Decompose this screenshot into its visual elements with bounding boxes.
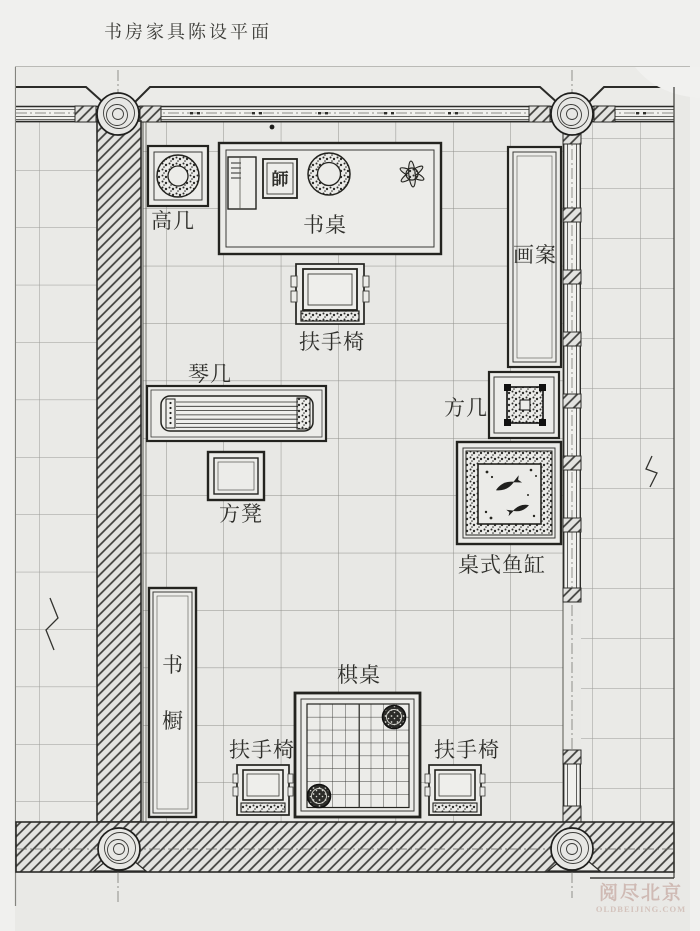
reference-dot	[270, 125, 275, 130]
desk-seal	[263, 159, 297, 198]
label-square-stool: 方凳	[219, 502, 263, 526]
desk-seal-glyph: 師	[271, 170, 289, 189]
bookcase	[149, 588, 196, 817]
armchair-top	[291, 264, 369, 324]
label-bookcase-char1: 书	[162, 653, 184, 677]
label-qin-table: 琴几	[188, 362, 232, 386]
desk-brush-pot	[308, 153, 350, 195]
watermark-url: OLDBEIJING.COM	[595, 903, 687, 914]
label-chess-table: 棋桌	[337, 663, 381, 687]
label-bookcase-char2: 橱	[162, 709, 184, 733]
chess-table	[295, 693, 420, 817]
go-stone-bowl	[383, 706, 406, 729]
table-fish-tank	[457, 442, 561, 544]
watermark-text: 阅尽北京	[598, 883, 683, 904]
window-wall-lower	[563, 750, 581, 822]
left-wall	[97, 121, 146, 822]
label-armchair-top: 扶手椅	[299, 330, 365, 354]
label-tall-stand: 高几	[151, 209, 195, 233]
column-bottom-right	[551, 828, 593, 870]
writing-desk	[219, 143, 441, 254]
qin-table	[147, 386, 326, 441]
label-writing-desk: 书桌	[303, 213, 347, 237]
square-stand	[489, 372, 559, 438]
label-square-stand: 方几	[444, 396, 488, 420]
label-armchair-bottom-left: 扶手椅	[229, 738, 295, 762]
page-title: 书房家具陈设平面	[104, 22, 272, 42]
column-top-left	[97, 93, 139, 135]
square-stool	[208, 452, 264, 500]
column-bottom-left	[98, 828, 140, 870]
armchair-bottom-right	[425, 765, 485, 815]
column-top-right	[551, 93, 593, 135]
label-table-fish-tank: 桌式鱼缸	[458, 553, 546, 577]
desk-books	[228, 157, 256, 209]
go-stone-bowl	[308, 785, 331, 808]
label-painting-table: 画案	[513, 243, 557, 267]
label-armchair-bottom-right: 扶手椅	[434, 738, 500, 762]
armchair-bottom-left	[233, 765, 293, 815]
tall-stand	[148, 146, 208, 206]
